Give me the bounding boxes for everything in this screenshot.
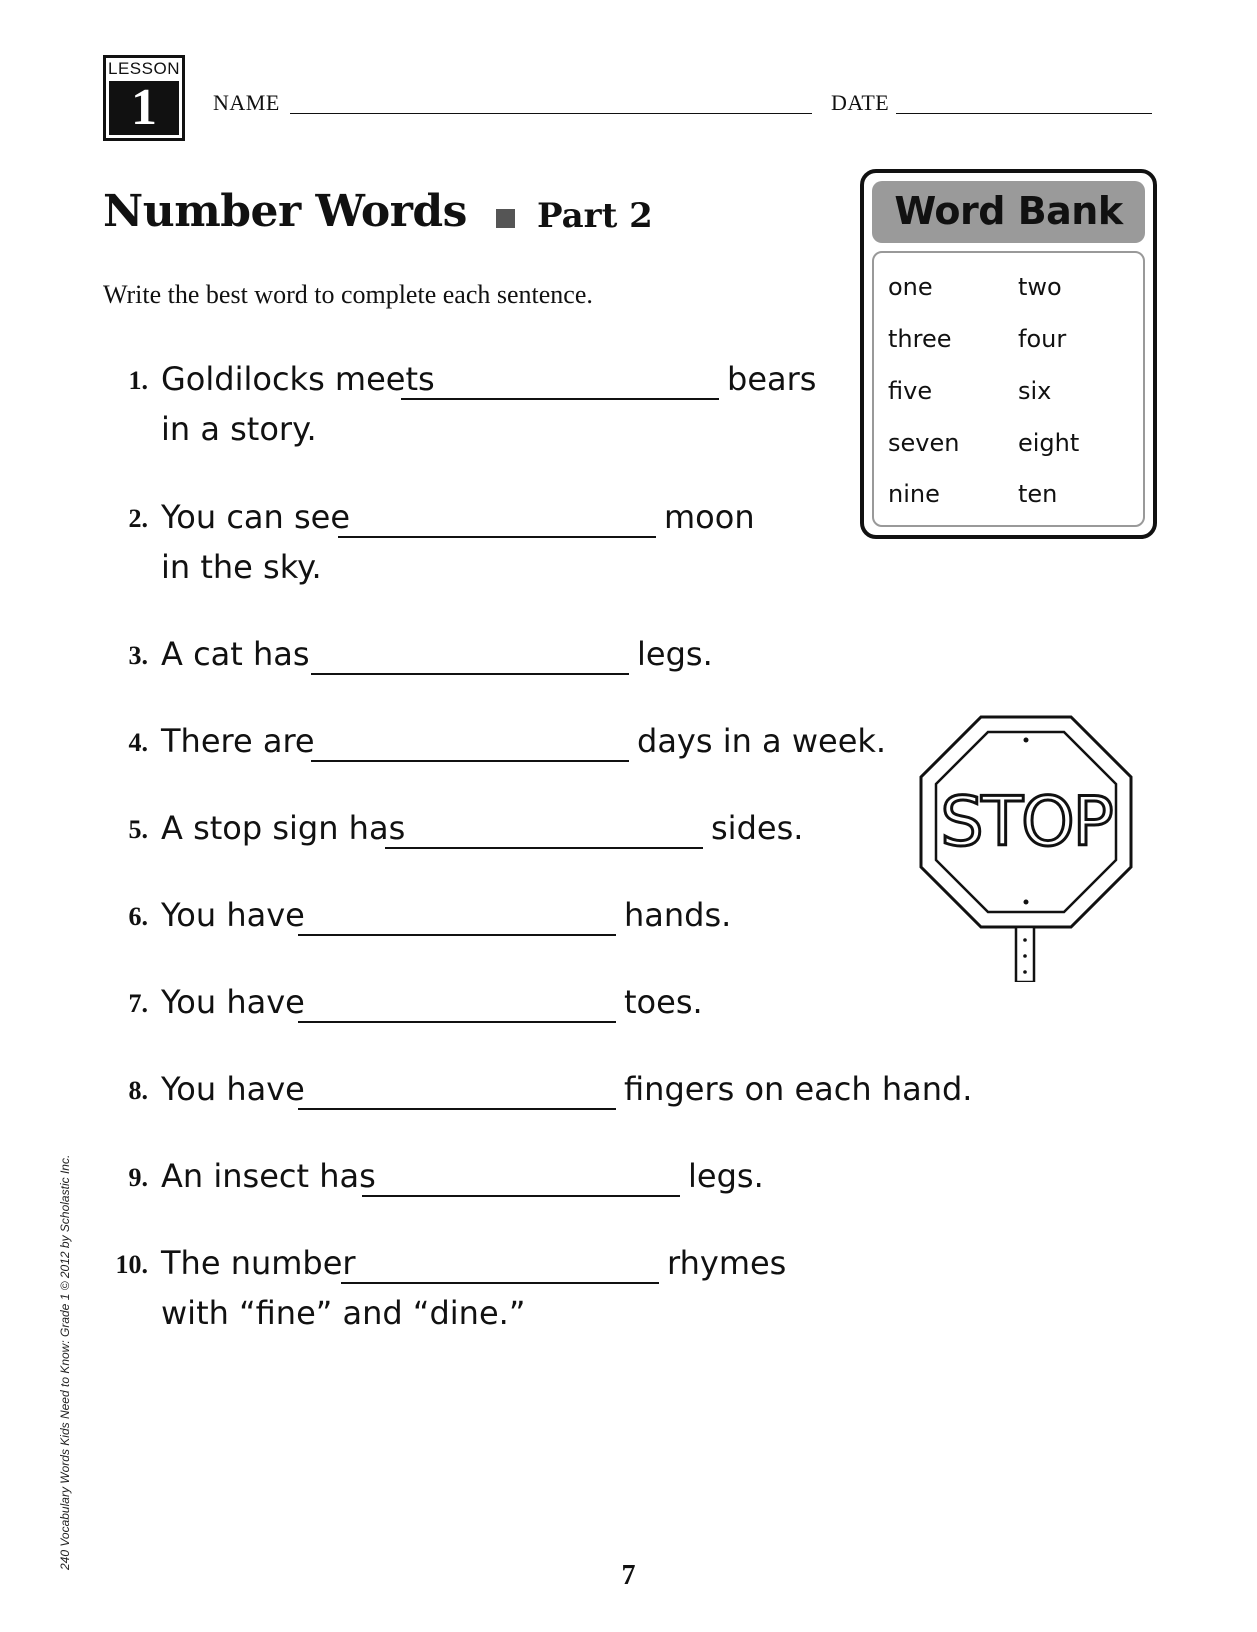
stop-sign-illustration xyxy=(916,712,1136,982)
question-text-before: A cat has xyxy=(161,635,310,673)
question-text-before: Goldilocks meets xyxy=(161,360,435,398)
question-text-after: days in a week. xyxy=(637,722,887,760)
answer-blank-2[interactable] xyxy=(338,536,656,538)
word-bank-word: nine xyxy=(888,480,940,508)
question-text-after: toes. xyxy=(624,983,703,1021)
question-text-before: The number xyxy=(161,1244,356,1282)
bolt-bottom-icon xyxy=(1024,900,1029,905)
instructions: Write the best word to complete each sentence. xyxy=(103,280,593,309)
question-text-after: sides. xyxy=(711,809,804,847)
date-field[interactable] xyxy=(896,113,1152,114)
question-text-after: moon xyxy=(664,498,755,536)
page-title: Number Words xyxy=(103,186,467,237)
title-separator-square xyxy=(496,209,515,228)
word-bank-word: one xyxy=(888,273,933,301)
word-bank-title: Word Bank xyxy=(894,189,1123,233)
question-text-after: hands. xyxy=(624,896,732,934)
date-label: DATE xyxy=(831,90,890,115)
question-number: 9. xyxy=(128,1163,148,1192)
name-field[interactable] xyxy=(290,113,812,114)
page-subtitle: Part 2 xyxy=(537,196,653,236)
post-hole-icon xyxy=(1023,954,1027,958)
post-hole-icon xyxy=(1023,938,1027,942)
word-bank-header xyxy=(872,181,1145,243)
word-bank-word: six xyxy=(1018,377,1052,405)
page-number: 7 xyxy=(621,1560,636,1591)
post-hole-icon xyxy=(1023,970,1027,974)
answer-blank-8[interactable] xyxy=(298,1108,616,1110)
word-bank-word: ten xyxy=(1018,480,1058,508)
word-bank-word: five xyxy=(888,377,933,405)
answer-blank-4[interactable] xyxy=(311,760,629,762)
question-number: 5. xyxy=(128,815,148,844)
answer-blank-7[interactable] xyxy=(298,1021,616,1023)
question-text-before: An insect has xyxy=(161,1157,376,1195)
question-number: 6. xyxy=(128,902,148,931)
word-bank-word: eight xyxy=(1018,429,1080,457)
bolt-top-icon xyxy=(1024,738,1029,743)
word-bank-word: four xyxy=(1018,325,1067,353)
lesson-badge xyxy=(103,55,185,141)
word-bank xyxy=(860,169,1157,539)
question-text-continued: in the sky. xyxy=(161,548,322,586)
question-number: 10. xyxy=(115,1250,148,1279)
copyright-credit: 240 Vocabulary Words Kids Need to Know: Grade 1 © 2012 by Scholastic Inc. xyxy=(58,1154,72,1570)
question-text-after: legs. xyxy=(688,1157,764,1195)
question-text-continued: with “fine” and “dine.” xyxy=(161,1294,526,1332)
question-number: 3. xyxy=(128,641,148,670)
question-number: 1. xyxy=(128,366,148,395)
question-text-before: You have xyxy=(161,896,305,934)
question-text-after: fingers on each hand. xyxy=(624,1070,973,1108)
question-text-after: legs. xyxy=(637,635,713,673)
question-text-before: You have xyxy=(161,1070,305,1108)
lesson-label: LESSON xyxy=(108,59,180,78)
answer-blank-10[interactable] xyxy=(341,1282,659,1284)
question-text-before: There are xyxy=(161,722,315,760)
question-text-before: You have xyxy=(161,983,305,1021)
question-text-before: A stop sign has xyxy=(161,809,406,847)
answer-blank-5[interactable] xyxy=(385,847,703,849)
stop-sign-text: STOP xyxy=(940,783,1112,862)
answer-blank-3[interactable] xyxy=(311,673,629,675)
lesson-number: 1 xyxy=(109,81,179,135)
answer-blank-9[interactable] xyxy=(362,1195,680,1197)
question-number: 8. xyxy=(128,1076,148,1105)
word-bank-word: two xyxy=(1018,273,1062,301)
question-number: 2. xyxy=(128,504,148,533)
question-number: 4. xyxy=(128,728,148,757)
question-text-before: You can see xyxy=(161,498,351,536)
word-bank-word: three xyxy=(888,325,952,353)
question-text-continued: in a story. xyxy=(161,410,317,448)
question-text-after: bears xyxy=(727,360,817,398)
question-number: 7. xyxy=(128,989,148,1018)
answer-blank-6[interactable] xyxy=(298,934,616,936)
answer-blank-1[interactable] xyxy=(401,398,719,400)
word-bank-word: seven xyxy=(888,429,960,457)
name-label: NAME xyxy=(213,90,280,115)
question-text-after: rhymes xyxy=(667,1244,787,1282)
